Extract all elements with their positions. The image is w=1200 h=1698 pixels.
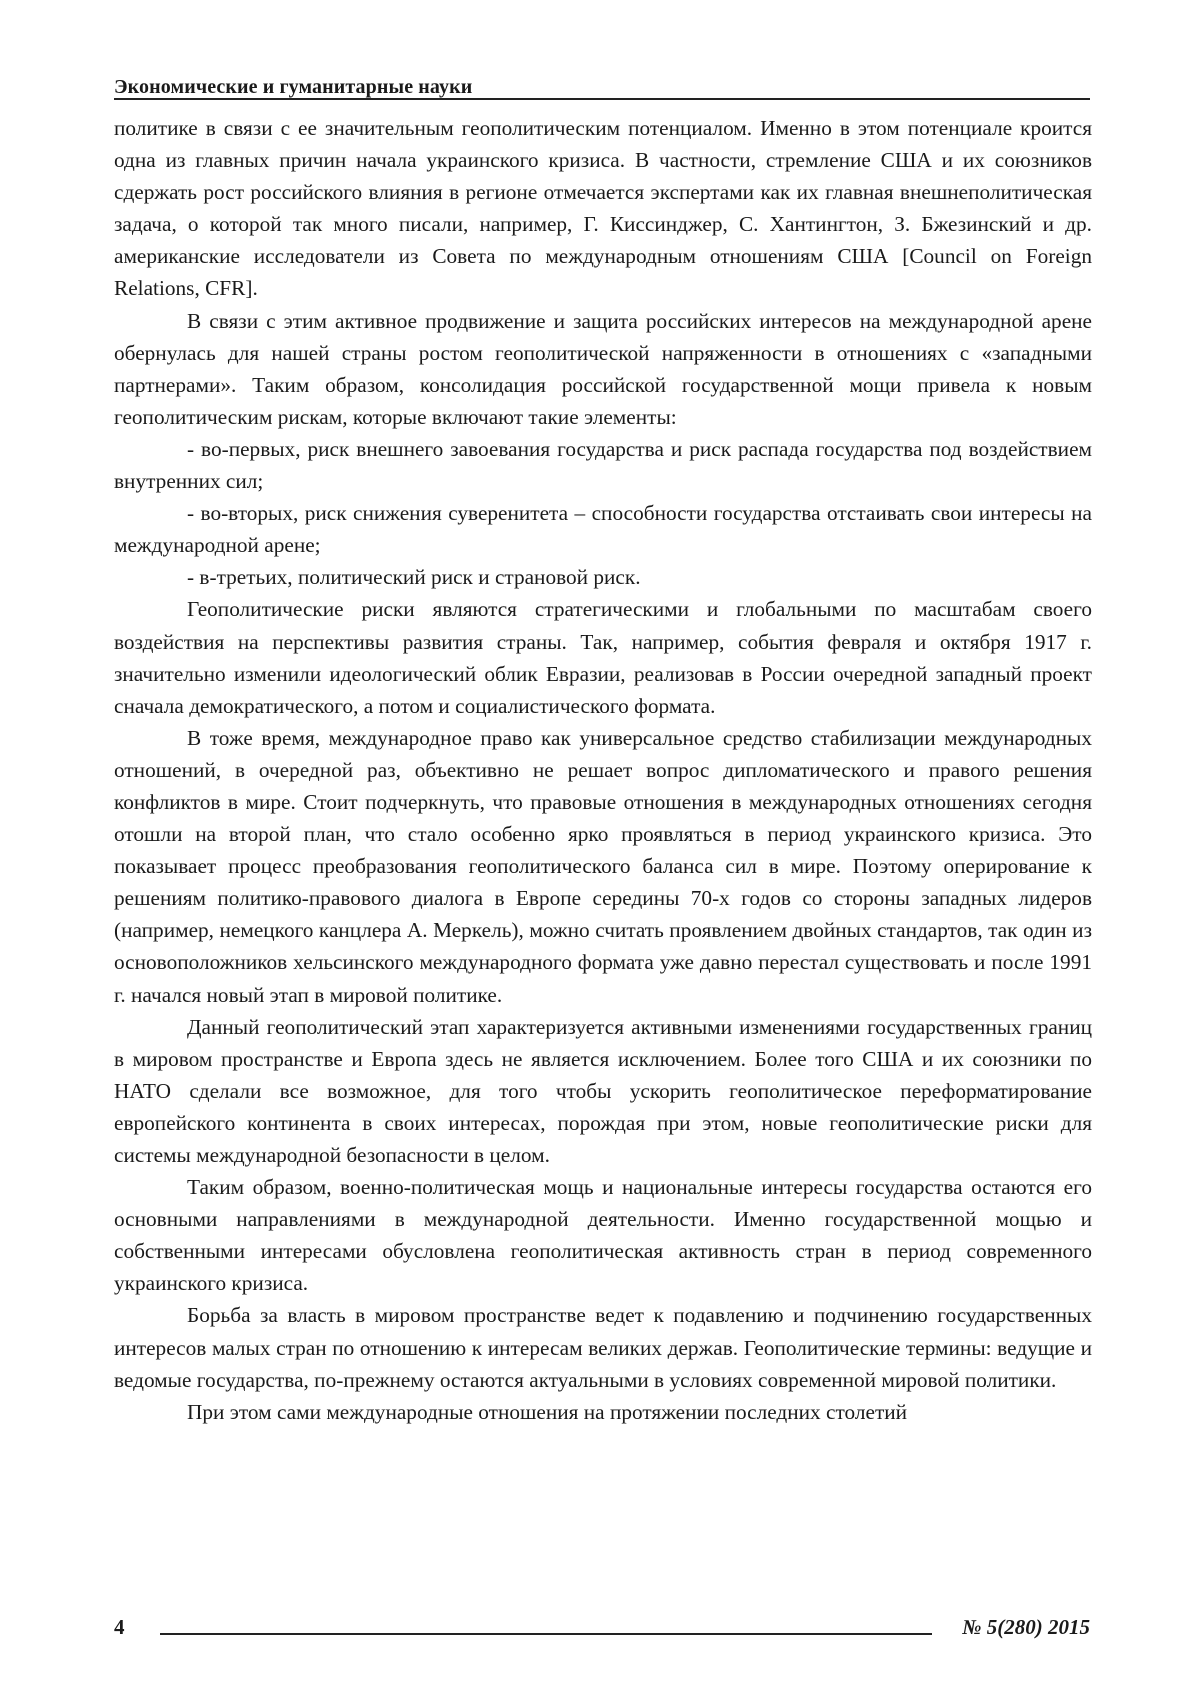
- paragraph: Данный геополитический этап характеризуется активными изменениями государственных границ в мировом пространстве и Европа здесь не является исключением. Более того США и их союзники по НАТО сделали все возможное, для того чтобы ускорить геополитическое переформатирование европейского континента в своих интересах, порождая при этом, новые геополитические риски для системы международной безопасности в целом.: [114, 1011, 1092, 1171]
- running-header: [114, 72, 1090, 100]
- page-number: 4: [114, 1614, 125, 1640]
- paragraph-continuation: политике в связи с ее значительным геополитическим потенциалом. Именно в этом потенциале кроится одна из главных причин начала украинского кризиса. В частности, стремление США и их союзников сдержать рост российского влияния в регионе отмечается экспертами как их главная внешнеполитическая задача, о которой так много писали, например, Г. Киссинджер, С. Хантингтон, З. Бжезинский и др. американские исследователи из Совета по международным отношениям США [Council on Foreign Relations, CFR].: [114, 112, 1092, 305]
- paragraph: В тоже время, международное право как универсальное средство стабилизации международных отношений, в очередной раз, объективно не решает вопрос дипломатического и правого решения конфликтов в мире. Стоит подчеркнуть, что правовые отношения в международных отношениях сегодня отошли на второй план, что стало особенно ярко проявляться в период украинского кризиса. Это показывает процесс преобразования геополитического баланса сил в мире. Поэтому оперирование к решениям политико-правового диалога в Европе середины 70-х годов со стороны западных лидеров (например, немецкого канцлера А. Меркель), можно считать проявлением двойных стандартов, так один из основоположников хельсинского международного формата уже давно перестал существовать и после 1991 г. начался новый этап в мировой политике.: [114, 722, 1092, 1011]
- page-footer: [114, 1614, 1090, 1644]
- list-item-risk-1: - во-первых, риск внешнего завоевания государства и риск распада государства под воздействием внутренних сил;: [114, 433, 1092, 497]
- list-item-risk-2: - во-вторых, риск снижения суверенитета – способности государства отстаивать свои интересы на международной арене;: [114, 497, 1092, 561]
- paragraph: В связи с этим активное продвижение и защита российских интересов на международной арене обернулась для нашей страны ростом геополитической напряженности в отношениях с «западными партнерами». Таким образом, консолидация российской государственной мощи привела к новым геополитическим рискам, которые включают такие элементы:: [114, 305, 1092, 433]
- article-body: [114, 112, 1092, 1428]
- paragraph-continues: При этом сами международные отношения на протяжении последних столетий: [114, 1396, 1092, 1428]
- journal-title: Экономические и гуманитарные науки: [114, 75, 472, 99]
- document-page: [0, 0, 1200, 1698]
- list-item-risk-3: - в-третьих, политический риск и страновой риск.: [114, 561, 1092, 593]
- paragraph: Борьба за власть в мировом пространстве ведет к подавлению и подчинению государственных интересов малых стран по отношению к интересам великих держав. Геополитические термины: ведущие и ведомые государства, по-прежнему остаются актуальными в условиях современной мировой политики.: [114, 1299, 1092, 1395]
- paragraph: Таким образом, военно-политическая мощь и национальные интересы государства остаются его основными направлениями в международной деятельности. Именно государственной мощью и собственными интересами обусловлена геополитическая активность стран в период современного украинского кризиса.: [114, 1171, 1092, 1299]
- footer-rule: [160, 1633, 932, 1635]
- issue-number: № 5(280) 2015: [962, 1614, 1090, 1640]
- paragraph: Геополитические риски являются стратегическими и глобальными по масштабам своего воздействия на перспективы развития страны. Так, например, события февраля и октября 1917 г. значительно изменили идеологический облик Евразии, реализовав в России очередной западный проект сначала демократического, а потом и социалистического формата.: [114, 593, 1092, 721]
